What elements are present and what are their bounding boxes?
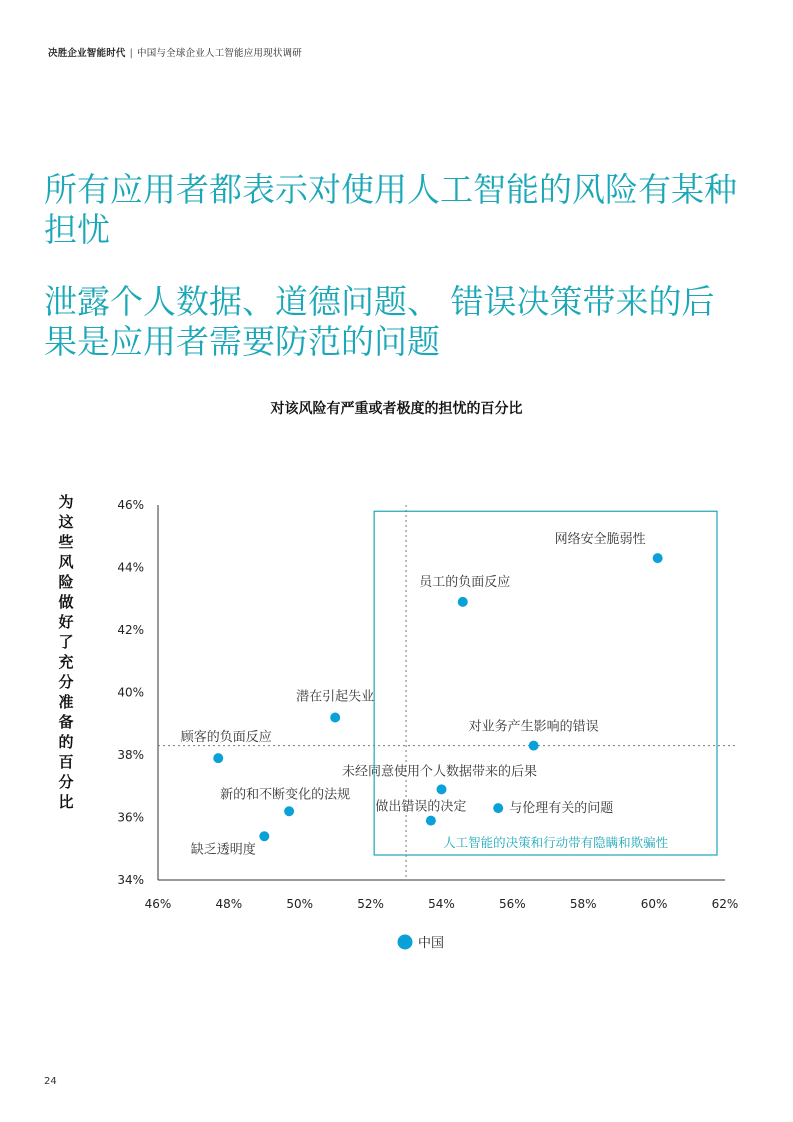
data-point (426, 816, 436, 826)
data-label: 缺乏透明度 (190, 842, 256, 858)
header-separator: | (129, 48, 134, 59)
report-title: 决胜企业智能时代 (48, 48, 126, 59)
x-tick-label: 50% (286, 897, 314, 911)
y-tick-label: 44% (117, 560, 144, 575)
y-tick-label: 46% (117, 498, 144, 512)
data-label: 未经同意使用个人数据带来的后果 (341, 764, 538, 780)
data-point (493, 803, 503, 813)
data-label: 新的和不断变化的法规 (220, 787, 351, 803)
x-tick-label: 58% (569, 897, 597, 911)
report-subtitle: 中国与全球企业人工智能应用现状调研 (137, 48, 302, 59)
x-tick-label: 48% (215, 897, 243, 911)
page-number: 24 (44, 1076, 57, 1087)
data-label: 员工的负面反应 (419, 574, 511, 590)
y-tick-label: 42% (117, 623, 144, 637)
y-tick-label: 40% (117, 685, 144, 700)
x-tick-label: 56% (499, 897, 526, 911)
chart-title: 对该风险有严重或者极度的担忧的百分比 (270, 401, 523, 417)
x-tick-label: 60% (640, 897, 668, 911)
page-heading-1: 所有应用者都表示对使用人工智能的风险有某种担忧 (44, 170, 737, 249)
y-tick-label: 36% (117, 810, 144, 825)
data-point (437, 784, 447, 794)
data-label: 做出错误的决定 (375, 799, 467, 815)
legend-label: 中国 (418, 936, 445, 951)
x-tick-label: 52% (357, 897, 384, 911)
highlight-box-label: 人工智能的决策和行动带有隐瞒和欺骗性 (443, 835, 669, 850)
data-label: 网络安全脆弱性 (554, 532, 646, 548)
data-label: 对业务产生影响的错误 (468, 719, 599, 735)
data-point (653, 553, 663, 563)
x-tick-label: 46% (144, 897, 172, 911)
y-tick-label: 34% (117, 873, 144, 887)
data-point (213, 753, 223, 763)
data-point (259, 831, 269, 841)
data-point (529, 741, 539, 751)
y-axis-label: 为这些风险做好了充分准备的百分比 (58, 493, 74, 811)
page-heading-2: 泄露个人数据、道德问题、 错误决策带来的后果是应用者需要防范的问题 (44, 282, 715, 361)
data-point (330, 713, 340, 723)
x-tick-label: 54% (428, 897, 455, 911)
data-point (284, 806, 294, 816)
y-tick-label: 38% (117, 748, 144, 762)
data-label: 与伦理有关的问题 (509, 801, 614, 817)
data-point (458, 597, 468, 607)
x-tick-label: 62% (711, 897, 739, 911)
legend-marker (398, 935, 413, 950)
data-label: 顾客的负面反应 (180, 730, 272, 746)
data-label: 潜在引起失业 (296, 689, 375, 705)
